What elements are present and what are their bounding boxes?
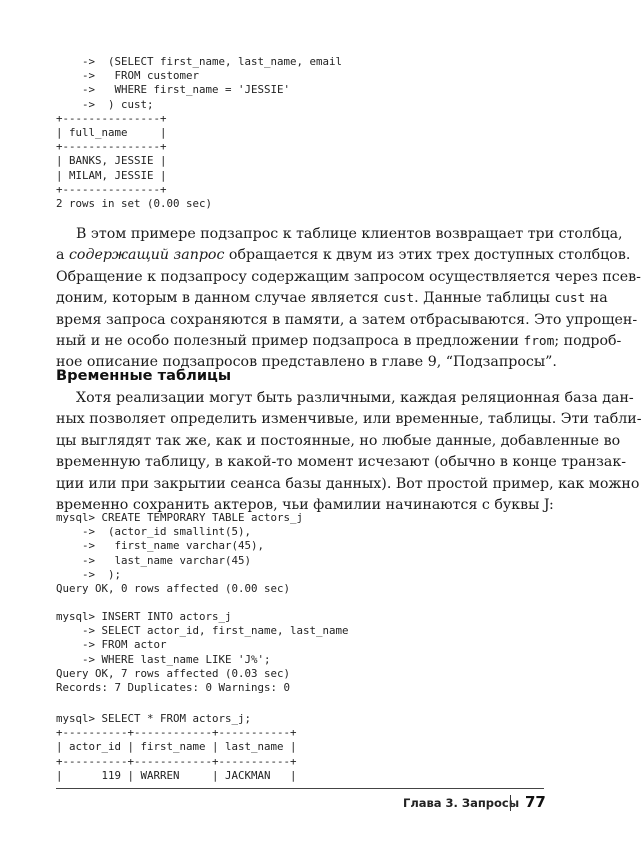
text-line: цы выглядят так же, как и постоянные, но любые данные, добавленные во <box>56 432 621 449</box>
paragraph-temporary-tables <box>56 388 642 516</box>
page-number: 77 <box>525 793 546 811</box>
code-block-subquery: -> (SELECT first_name, last_name, email -> FROM customer -> WHERE first_name = 'JESSIE' -> ) cust; +---------------+ | full_name | +---------------+ | BANKS, JESSIE | | MILAM, JESSIE | +---------------+ 2 rows in set (0.00 sec) <box>56 55 343 211</box>
text-line: ных позволяет определить изменчивые, или временные, таблицы. Эти табли- <box>56 411 642 428</box>
text-line: В этом примере подзапрос к таблице клиентов возвращает три столбца, <box>76 226 623 242</box>
footer-chapter-title: Глава 3. Запросы <box>403 796 520 810</box>
code-block-select: mysql> SELECT * FROM actors_j; +----------+------------+-----------+ | actor_id | first_name | last_name | +----------+------------+-----------+ | 119 | WARREN | JACKMAN | <box>56 712 297 782</box>
text-line: доним, которым в данном случае является cust. Данные таблицы cust на <box>56 290 608 307</box>
text-line: ный и не особо полезный пример подзапроса в предложении from; подроб- <box>56 333 622 350</box>
text-line: время запроса сохраняются в памяти, а затем отбрасываются. Это упрощен- <box>56 311 638 328</box>
text-line: Обращение к подзапросу содержащим запросом осуществляется через псев- <box>56 268 641 285</box>
text-line: временную таблицу, в какой-то момент исчезают (обычно в конце транзак- <box>56 454 627 471</box>
inline-code: cust <box>554 291 586 307</box>
code-block-create-temporary: mysql> CREATE TEMPORARY TABLE actors_j -> (actor_id smallint(5), -> first_name varchar(45), -> last_name varchar(45) -> ); Query OK, 0 rows affected (0.00 sec) <box>56 511 304 596</box>
italic-term: содержащий запрос <box>68 247 225 264</box>
footer-separator <box>510 795 511 811</box>
section-heading: Временные таблицы <box>56 367 232 384</box>
text-line: ное описание подзапросов представлено в главе 9, “Подзапросы”. <box>56 354 557 371</box>
text-line: а содержащий запрос обращается к двум из этих трех доступных столбцов. <box>56 247 631 264</box>
paragraph-subquery-explanation <box>56 224 641 374</box>
text-line: ции или при закрытии сеанса базы данных). Вот простой пример, как можно <box>56 475 640 492</box>
inline-code: cust <box>383 291 415 307</box>
text-line: Хотя реализации могут быть различными, каждая реляционная база дан- <box>76 390 634 406</box>
footer-rule <box>56 788 544 789</box>
code-block-insert: mysql> INSERT INTO actors_j -> SELECT actor_id, first_name, last_name -> FROM actor -> WHERE last_name LIKE 'J%'; Query OK, 7 rows affected (0.03 sec) Records: 7 Duplicates: 0 Warnings: 0 <box>56 610 349 695</box>
text-line: временно сохранить актеров, чьи фамилии начинаются с буквы J: <box>56 497 554 514</box>
inline-code: from <box>523 334 555 350</box>
